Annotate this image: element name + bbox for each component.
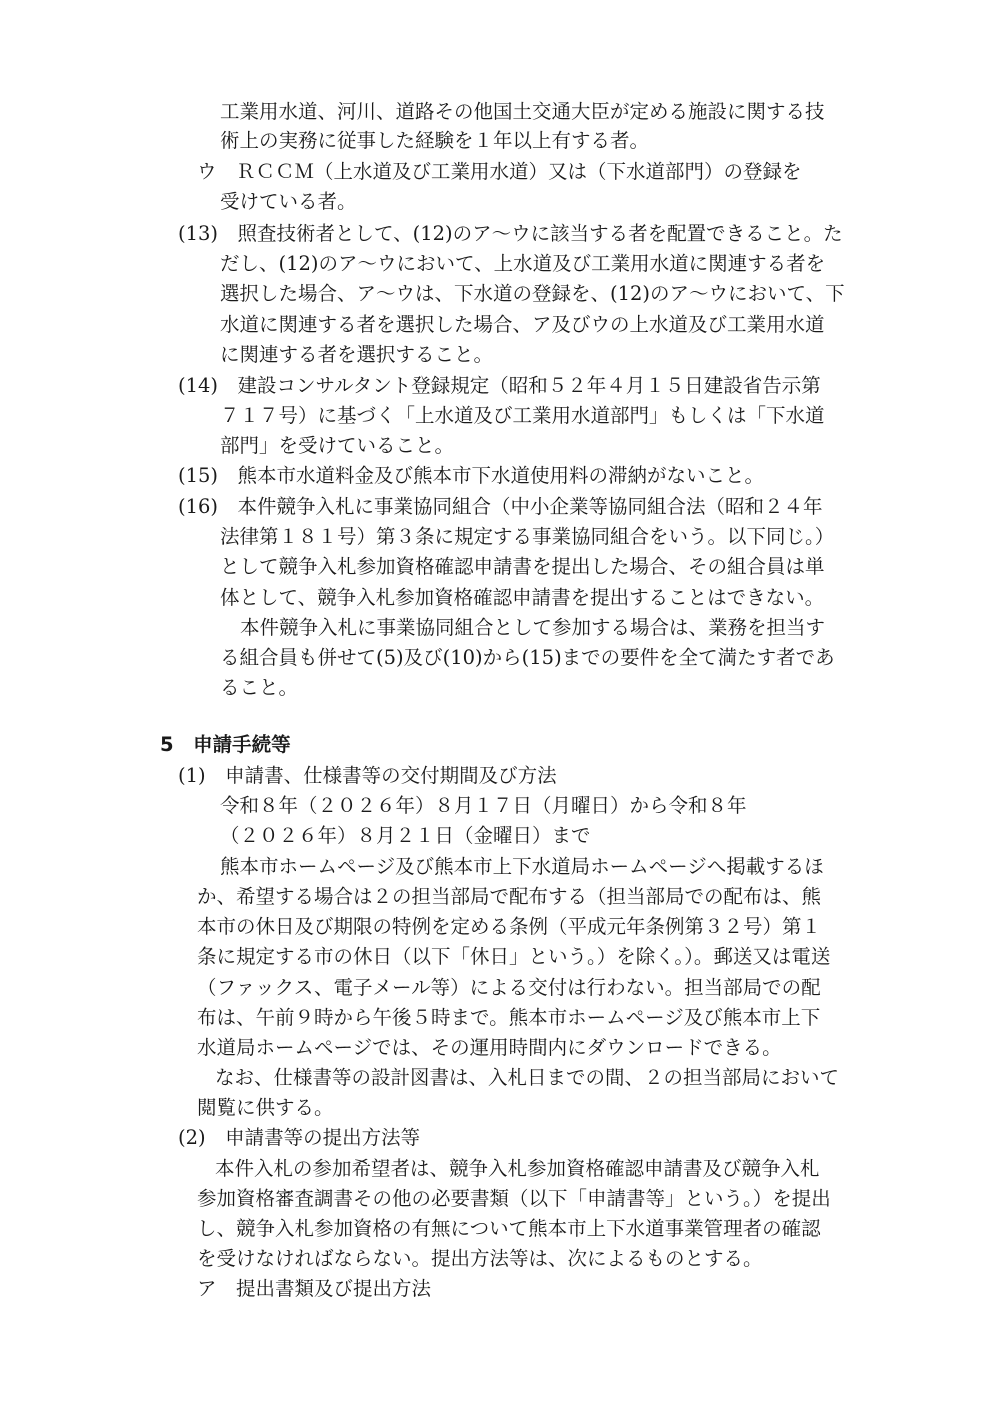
text-line: (1) 申請書、仕様書等の交付期間及び方法 — [178, 764, 557, 787]
text-line: ア 提出書類及び提出方法 — [197, 1277, 432, 1300]
text-line: (2) 申請書等の提出方法等 — [178, 1126, 421, 1149]
text-line: なお、仕様書等の設計図書は、入札日までの間、２の担当部局において — [215, 1066, 840, 1089]
text-line: (14) 建設コンサルタント登録規定（昭和５２年４月１５日建設省告示第 — [178, 374, 821, 397]
text-line: 工業用水道、河川、道路その他国土交通大臣が定める施設に関する技 — [220, 100, 825, 123]
text-line: 令和８年（２０２６年）８月１７日（月曜日）から令和８年 — [220, 794, 747, 817]
text-line: る組合員も併せて(5)及び(10)から(15)までの要件を全て満たす者であ — [220, 646, 835, 669]
text-line: 術上の実務に従事した経験を１年以上有する者。 — [220, 129, 650, 152]
text-line: 条に規定する市の休日（以下「休日」という。）を除く。）。郵送又は電送 — [197, 945, 831, 968]
text-line: 閲覧に供する。 — [197, 1096, 334, 1119]
text-line: ること。 — [220, 676, 299, 699]
text-line: ウ ＲＣＣＭ（上水道及び工業用水道）又は（下水道部門）の登録を — [197, 160, 802, 183]
text-line: 水道局ホームページでは、その運用時間内にダウンロードできる。 — [197, 1036, 782, 1059]
text-line: 参加資格審査調書その他の必要書類（以下「申請書等」という。）を提出 — [197, 1187, 831, 1210]
text-line: し、競争入札参加資格の有無について熊本市上下水道事業管理者の確認 — [197, 1217, 821, 1240]
text-line: （ファックス、電子メール等）による交付は行わない。担当部局での配 — [197, 976, 821, 999]
text-line: に関連する者を選択すること。 — [220, 343, 494, 366]
text-line: 本件競争入札に事業協同組合として参加する場合は、業務を担当す — [240, 616, 826, 639]
text-line: 熊本市ホームページ及び熊本市上下水道局ホームページへ掲載するほ — [220, 855, 824, 878]
text-line: (15) 熊本市水道料金及び熊本市下水道使用料の滞納がないこと。 — [178, 464, 765, 487]
text-line: 法律第１８１号）第３条に規定する事業協同組合をいう。以下同じ。） — [220, 525, 835, 548]
text-line: ７１７号）に基づく「上水道及び工業用水道部門」もしくは「下水道 — [220, 404, 825, 427]
text-line: 布は、午前９時から午後５時まで。熊本市ホームページ及び熊本市上下 — [197, 1006, 821, 1029]
section-heading: 5 申請手続等 — [160, 733, 291, 756]
text-line: を受けなければならない。提出方法等は、次によるものとする。 — [197, 1247, 763, 1270]
text-line: (13) 照査技術者として、(12)のア～ウに該当する者を配置できること。た — [178, 222, 843, 245]
text-line: （２０２６年）８月２１日（金曜日）まで — [220, 824, 591, 847]
text-line: (16) 本件競争入札に事業協同組合（中小企業等協同組合法（昭和２４年 — [178, 495, 823, 518]
text-line: だし、(12)のア～ウにおいて、上水道及び工業用水道に関連する者を — [220, 252, 826, 275]
text-line: 体として、競争入札参加資格確認申請書を提出することはできない。 — [220, 586, 825, 609]
text-line: として競争入札参加資格確認申請書を提出した場合、その組合員は単 — [220, 555, 825, 578]
text-line: 本市の休日及び期限の特例を定める条例（平成元年条例第３２号）第１ — [197, 915, 822, 938]
text-line: 受けている者。 — [220, 190, 357, 213]
text-line: 本件入札の参加希望者は、競争入札参加資格確認申請書及び競争入札 — [215, 1157, 820, 1180]
text-line: 水道に関連する者を選択した場合、ア及びウの上水道及び工業用水道 — [220, 313, 825, 336]
text-line: 選択した場合、ア～ウは、下水道の登録を、(12)のア～ウにおいて、下 — [220, 282, 845, 305]
text-line: か、希望する場合は２の担当部局で配布する（担当部局での配布は、熊 — [197, 885, 822, 908]
text-line: 部門」を受けていること。 — [220, 434, 455, 457]
